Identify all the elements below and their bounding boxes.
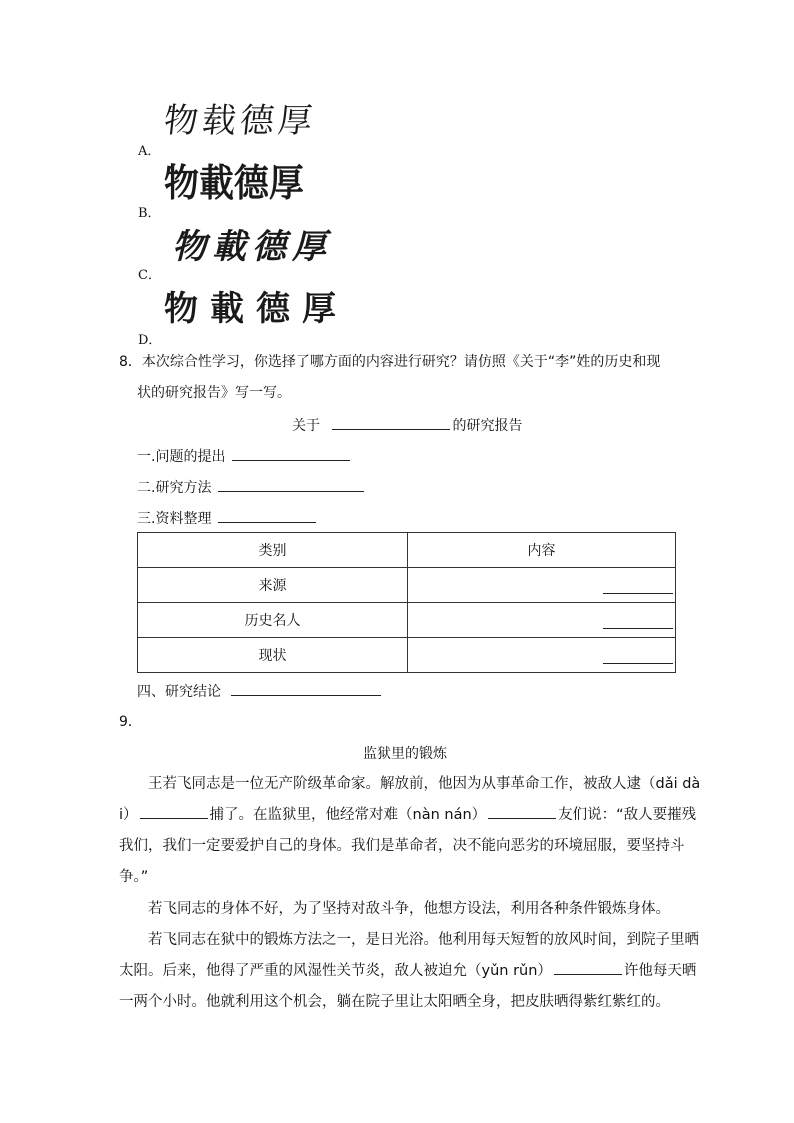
blank-nan[interactable] (488, 804, 556, 819)
table-header-row (138, 533, 676, 568)
cell-blank-line[interactable] (603, 663, 673, 664)
section-problem (137, 446, 350, 467)
option-c-label[interactable]: C． (138, 268, 161, 283)
option-d-label[interactable]: D． (138, 333, 162, 348)
row-label-status: 现状 (138, 638, 408, 673)
cell-blank-line[interactable] (603, 593, 673, 594)
option-b-label[interactable]: B． (138, 206, 161, 221)
p1-line3: 我们，我们一定要爱护自己的身体。我们是革命者，决不能向恶劣的环境屈服，要坚持斗 (119, 838, 685, 854)
p1-line1: 王若飞同志是一位无产阶级革命家。解放前，他因为从事革命工作，被敌人逮（dǎi dà (148, 776, 701, 792)
p3-line3: 一两个小时。他就利用这个机会，躺在院子里让太阳晒全身，把皮肤晒得紫红紫红的。 (119, 994, 670, 1010)
p3-line2 (119, 956, 696, 987)
report-title (292, 415, 522, 436)
section-method-blank[interactable] (218, 477, 364, 492)
cell-blank-line[interactable] (603, 628, 673, 629)
header-content: 内容 (408, 533, 676, 568)
data-table (137, 532, 676, 673)
table-row (138, 638, 676, 673)
section-problem-label: 一.问题的提出 (137, 449, 226, 465)
report-title-suffix: 的研究报告 (452, 418, 523, 434)
option-c-calligraphy: 物載德厚 (172, 227, 332, 267)
p3-line1: 若飞同志在狱中的锻炼方法之一，是日光浴。他利用每天短暂的放风时间，到院子里晒 (148, 932, 699, 948)
q9-number: 9． (119, 714, 142, 730)
report-title-prefix: 关于 (292, 418, 320, 434)
table-row (138, 603, 676, 638)
p1-line2 (119, 800, 696, 831)
option-a-label[interactable]: A． (138, 144, 161, 159)
p2: 若飞同志的身体不好，为了坚持对敌斗争，他想方设法，利用各种条件锻炼身体。 (148, 901, 670, 917)
option-b-calligraphy: 物載德厚 (164, 160, 304, 205)
p3-line2-b: 许他每天晒 (623, 963, 697, 979)
passage-title: 监狱里的锻炼 (363, 746, 447, 762)
option-a-calligraphy: 物载德厚 (161, 101, 319, 141)
section-conclusion (137, 681, 381, 702)
section-data-label: 三.资料整理 (137, 511, 212, 527)
p1-line4: 争。” (119, 869, 149, 885)
report-topic-blank[interactable] (332, 415, 450, 430)
header-category: 类别 (138, 533, 408, 568)
blank-yun[interactable] (554, 960, 622, 975)
q8-prompt-line2: 状的研究报告》写一写。 (137, 385, 291, 401)
p1-line2-a: i） (119, 807, 138, 823)
row-label-figures: 历史名人 (138, 603, 408, 638)
p1-line2-b: 捕了。在监狱里，他经常对难（nàn nán） (209, 807, 487, 823)
q8-prompt-line1: 8．本次综合性学习，你选择了哪方面的内容进行研究？请仿照《关于“李”姓的历史和现 (119, 354, 661, 370)
row-content-figures[interactable] (408, 603, 676, 638)
section-conclusion-blank[interactable] (231, 681, 381, 696)
row-label-source: 来源 (138, 568, 408, 603)
table-row (138, 568, 676, 603)
section-data (137, 508, 316, 529)
p1-line2-c: 友们说：“敌人要摧残 (558, 807, 697, 823)
row-content-status[interactable] (408, 638, 676, 673)
p3-line2-a: 太阳。后来，他得了严重的风湿性关节炎，敌人被迫允（yǔn rǔn） (119, 963, 552, 979)
section-method-label: 二.研究方法 (137, 480, 212, 496)
blank-dai[interactable] (140, 804, 208, 819)
section-conclusion-label: 四、研究结论 (137, 684, 221, 700)
option-d-calligraphy: 物載德厚 (164, 289, 348, 329)
row-content-source[interactable] (408, 568, 676, 603)
section-problem-blank[interactable] (232, 446, 350, 461)
section-data-blank[interactable] (218, 508, 316, 523)
section-method (137, 477, 364, 498)
